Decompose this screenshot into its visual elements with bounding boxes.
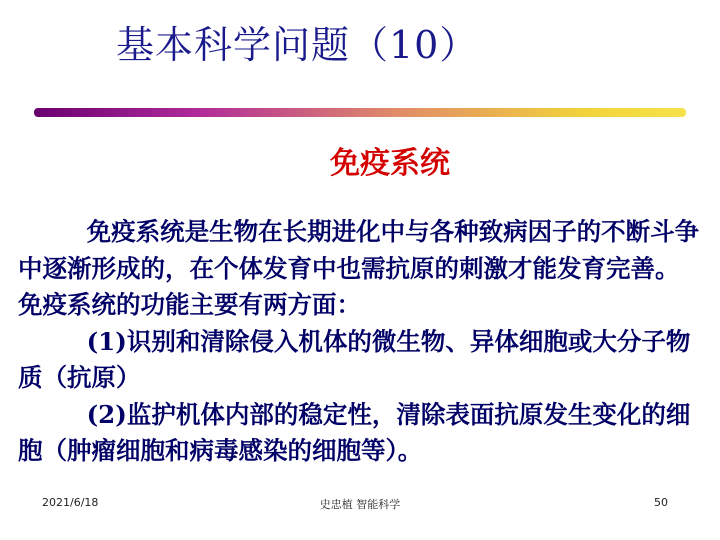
footer-date: 2021/6/18 <box>42 496 99 509</box>
footer-page-number: 50 <box>654 496 668 509</box>
paragraph-function-1: (1)识别和清除侵入机体的微生物、异体细胞或大分子物质（抗原） <box>18 326 691 392</box>
paragraph-intro: 免疫系统是生物在长期进化中与各种致病因子的不断斗争中逐渐形成的，在个体发育中也需抗原的刺激才能发育完善。免疫系统的功能主要有两方面： <box>18 217 700 319</box>
footer-author: 史忠植 智能科学 <box>319 498 401 511</box>
title-divider <box>34 108 686 117</box>
body-text <box>18 214 702 470</box>
paragraph-function-2: (2)监护机体内部的稳定性，清除表面抗原发生变化的细胞（肿瘤细胞和病毒感染的细胞等）。 <box>18 399 691 465</box>
slide-title: 基本科学问题（10） <box>116 23 479 67</box>
slide-subtitle: 免疫系统 <box>330 146 450 181</box>
